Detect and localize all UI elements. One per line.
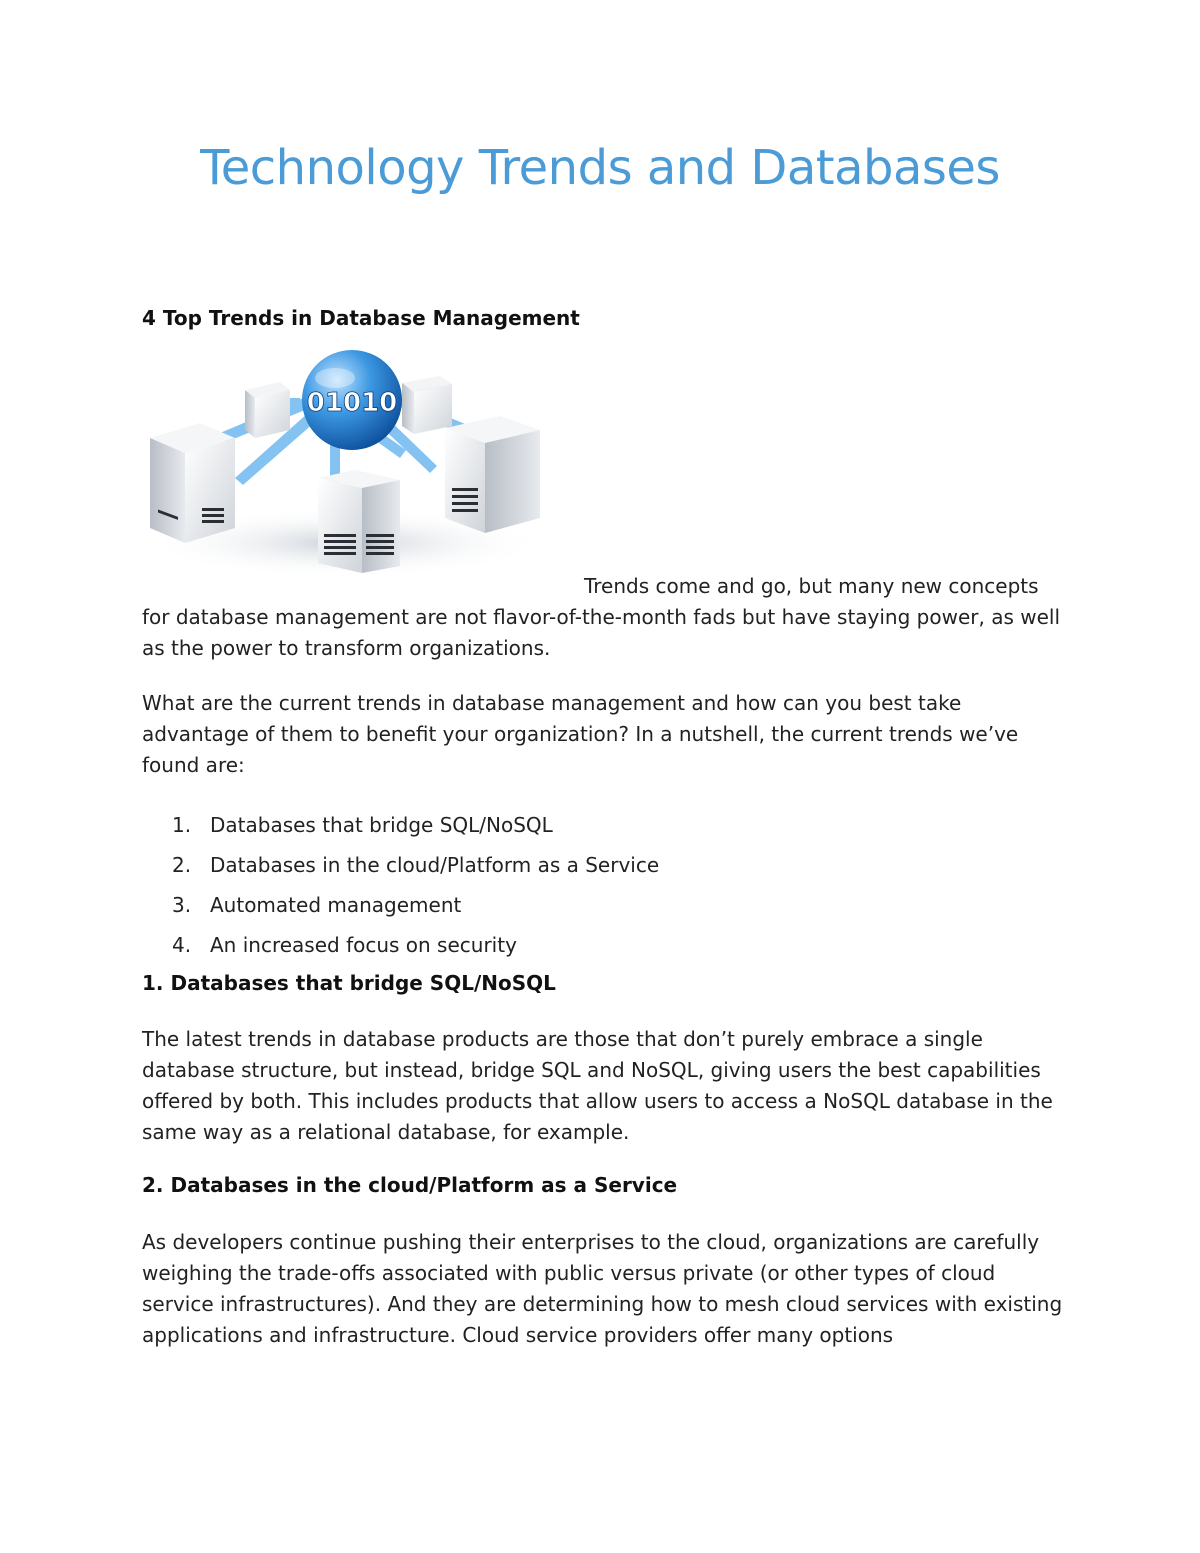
intro-paragraph: for database management are not flavor-of-the-month fads but have staying power, as well as the power to transform organizations. xyxy=(142,605,1060,660)
question-paragraph: What are the current trends in database management and how can you best take advantage of them to benefit your organization? In a nutshell, the current trends we’ve found are: xyxy=(142,691,1019,777)
list-item-number: 1. xyxy=(172,813,192,837)
list-item xyxy=(172,930,659,970)
subtitle-heading: 4 Top Trends in Database Management xyxy=(142,306,580,330)
list-item xyxy=(172,850,659,890)
section2-heading: 2. Databases in the cloud/Platform as a Service xyxy=(142,1173,678,1197)
list-item-text: Databases in the cloud/Platform as a Service xyxy=(210,853,660,877)
globe-binary-label: 01010 xyxy=(306,388,398,418)
page-title: Technology Trends and Databases xyxy=(200,140,1000,196)
section2-paragraph: As developers continue pushing their enterprises to the cloud, organizations are carefully weighing the trade-offs associated with public versus private (or other types of cloud service infrastructures). And they are determining how to mesh cloud services with existing applications and infrastructure. Cloud service providers offer many options xyxy=(142,1230,1063,1347)
list-item xyxy=(172,890,659,930)
section1-heading: 1. Databases that bridge SQL/NoSQL xyxy=(142,971,556,995)
list-item-number: 2. xyxy=(172,853,192,877)
list-item-text: Databases that bridge SQL/NoSQL xyxy=(210,813,553,837)
list-item-text: An increased focus on security xyxy=(210,933,517,957)
trends-list xyxy=(172,810,659,970)
list-item-number: 3. xyxy=(172,893,192,917)
intro-first-line: Trends come and go, but many new concepts xyxy=(584,574,1039,598)
list-item xyxy=(172,810,659,850)
section1-paragraph: The latest trends in database products are those that don’t purely embrace a single database structure, but instead, bridge SQL and NoSQL, giving users the best capabilities offered by both. This includes products that allow users to access a NoSQL database in the same way as a relational database, for example. xyxy=(142,1027,1053,1144)
list-item-number: 4. xyxy=(172,933,192,957)
list-item-text: Automated management xyxy=(210,893,462,917)
database-network-illustration-icon xyxy=(140,338,550,578)
